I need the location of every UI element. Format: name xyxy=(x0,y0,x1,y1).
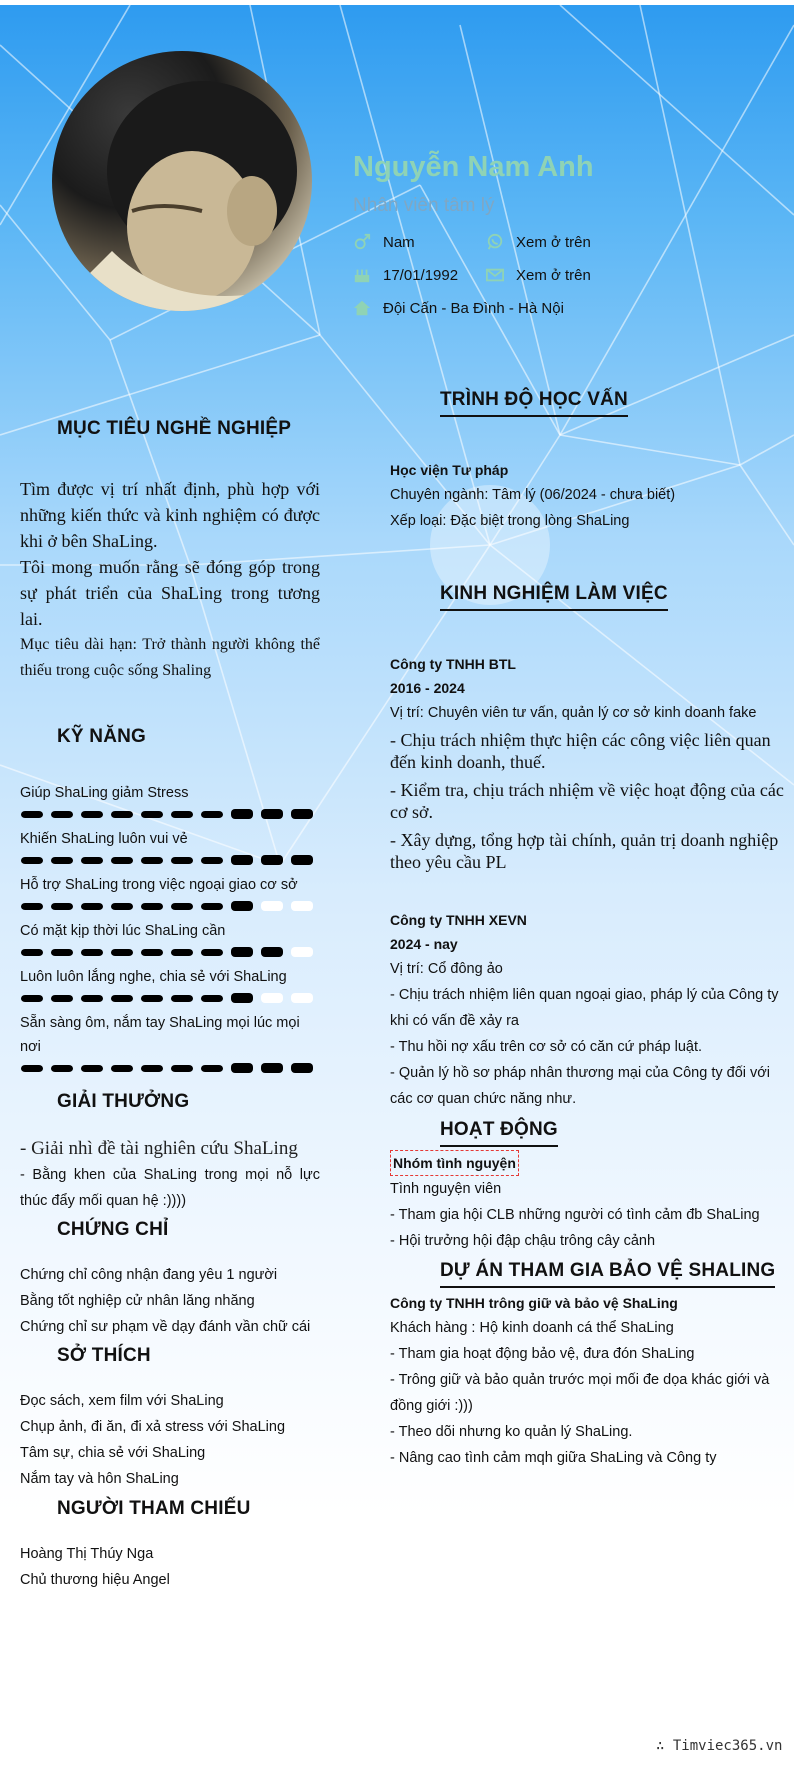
certificate-item: Chứng chỉ công nhận đang yêu 1 người xyxy=(20,1267,278,1283)
address-info xyxy=(353,299,564,317)
birthday-cake-icon xyxy=(353,266,371,284)
skill-item xyxy=(20,827,320,867)
skill-label: Khiến ShaLing luôn vui vẻ xyxy=(20,831,188,847)
activity-role: Tình nguyện viên xyxy=(390,1181,502,1197)
skill-level-segment xyxy=(291,1063,313,1073)
skill-level-segment xyxy=(141,903,163,910)
skill-level-segment xyxy=(81,995,103,1002)
skill-level-segment xyxy=(201,949,223,956)
project-desc: - Nâng cao tình cảm mqh giữa ShaLing và Công ty xyxy=(390,1450,717,1466)
skill-level-segment xyxy=(171,857,193,864)
reference-position: Chủ thương hiệu Angel xyxy=(20,1572,170,1588)
skill-level-segment xyxy=(261,947,283,957)
skill-level-bar xyxy=(20,991,322,1005)
references-content xyxy=(20,1541,320,1593)
skill-item xyxy=(20,919,320,959)
project-client: Khách hàng : Hộ kinh doanh cá thể ShaLing xyxy=(390,1320,674,1336)
home-icon xyxy=(353,299,371,317)
skill-level-segment xyxy=(291,993,313,1003)
skill-level-segment xyxy=(21,995,43,1002)
skill-level-segment xyxy=(261,1063,283,1073)
skill-level-segment xyxy=(201,1065,223,1072)
job-company: Công ty TNHH XEVN xyxy=(390,912,527,928)
skill-level-segment xyxy=(111,857,133,864)
hobbies-title: SỞ THÍCH xyxy=(57,1345,151,1366)
email-icon xyxy=(486,266,504,284)
skill-level-segment xyxy=(21,857,43,864)
education-content xyxy=(390,458,790,534)
activity-desc: - Tham gia hội CLB những người có tình cảm đb ShaLing xyxy=(390,1207,760,1223)
skill-level-bar xyxy=(20,945,322,959)
activities-title: HOẠT ĐỘNG xyxy=(440,1119,558,1147)
cv-page xyxy=(0,5,794,1783)
education-school: Học viện Tư pháp xyxy=(390,462,509,478)
avatar-portrait-icon xyxy=(52,51,312,311)
skill-level-segment xyxy=(261,855,283,865)
skill-level-segment xyxy=(111,903,133,910)
skill-level-segment xyxy=(171,811,193,818)
skill-level-bar xyxy=(20,807,322,821)
skill-level-segment xyxy=(141,995,163,1002)
skill-level-segment xyxy=(231,901,253,911)
skill-level-segment xyxy=(51,949,73,956)
certificates-list xyxy=(20,1262,340,1340)
skill-level-segment xyxy=(291,809,313,819)
skill-level-segment xyxy=(81,949,103,956)
objective-p1: Tìm được vị trí nhất định, phù hợp với những kiến thức và kinh nghiệm có được khi ở bên ShaLing. xyxy=(20,479,320,551)
certificate-item: Bằng tốt nghiệp cử nhân lăng nhăng xyxy=(20,1293,255,1309)
skill-level-segment xyxy=(141,949,163,956)
experience-title: KINH NGHIỆM LÀM VIỆC xyxy=(440,583,668,611)
skill-level-segment xyxy=(261,901,283,911)
awards-line1: - Giải nhì đề tài nghiên cứu ShaLing xyxy=(20,1138,298,1159)
phone-info xyxy=(486,233,591,251)
hobby-item: Chụp ảnh, đi ăn, đi xả stress với ShaLing xyxy=(20,1419,286,1435)
skill-label: Hỗ trợ ShaLing trong việc ngoại giao cơ sở xyxy=(20,877,298,893)
skill-label: Giúp ShaLing giảm Stress xyxy=(20,785,189,801)
skill-level-segment xyxy=(81,857,103,864)
job-desc: - Kiểm tra, chịu trách nhiệm về việc hoạt động của các cơ sở. xyxy=(390,780,784,822)
certificates-title: CHỨNG CHỈ xyxy=(57,1219,169,1240)
skill-level-segment xyxy=(141,811,163,818)
email-value[interactable]: Xem ở trên xyxy=(516,266,591,284)
experience-job-1 xyxy=(390,652,790,879)
profile-job-title: Nhân viên tâm lý xyxy=(353,195,495,216)
avatar xyxy=(52,51,312,311)
awards-line2: - Bằng khen của ShaLing trong mọi nỗ lực thúc đẩy mối quan hệ :)))) xyxy=(20,1167,320,1209)
job-desc: - Chịu trách nhiệm liên quan ngoại giao, pháp lý của Công ty khi có vấn đề xảy ra xyxy=(390,987,779,1029)
skill-level-segment xyxy=(231,993,253,1003)
skill-level-segment xyxy=(21,903,43,910)
skill-level-segment xyxy=(201,811,223,818)
skill-level-segment xyxy=(171,903,193,910)
reference-name: Hoàng Thị Thúy Nga xyxy=(20,1546,154,1562)
skill-item xyxy=(20,965,320,1005)
phone-icon xyxy=(486,233,504,251)
objective-p3: Mục tiêu dài hạn: Trở thành người không thể thiếu trong cuộc sống Shaling xyxy=(20,636,320,679)
skill-level-segment xyxy=(171,1065,193,1072)
education-title: TRÌNH ĐỘ HỌC VẤN xyxy=(440,389,628,417)
job-desc: - Xây dựng, tổng hợp tài chính, quản trị doanh nghiệp theo yêu cầu PL xyxy=(390,830,779,872)
skill-level-segment xyxy=(51,903,73,910)
skill-item xyxy=(20,873,320,913)
project-desc: - Theo dõi nhưng ko quản lý ShaLing. xyxy=(390,1424,633,1440)
footer-brand[interactable]: ∴ Timviec365.vn xyxy=(656,1738,783,1754)
gender-icon xyxy=(353,233,371,251)
job-position: Vị trí: Cổ đông ảo xyxy=(390,961,503,977)
references-title: NGƯỜI THAM CHIẾU xyxy=(57,1498,251,1519)
skills-title: KỸ NĂNG xyxy=(57,726,147,747)
project-company: Công ty TNHH trông giữ và bảo vệ ShaLing xyxy=(390,1295,678,1311)
certificate-item: Chứng chỉ sư phạm về dạy đánh vần chữ cái xyxy=(20,1319,311,1335)
activities-content xyxy=(390,1150,790,1254)
gender-value: Nam xyxy=(383,233,415,251)
skill-level-segment xyxy=(81,1065,103,1072)
projects-content xyxy=(390,1291,790,1471)
skill-level-segment xyxy=(51,1065,73,1072)
skill-level-segment xyxy=(111,949,133,956)
job-period: 2016 - 2024 xyxy=(390,680,465,696)
skill-level-segment xyxy=(81,811,103,818)
email-info xyxy=(486,266,591,284)
project-desc: - Trông giữ và bảo quản trước mọi mối đe dọa khác giới và đồng giới :))) xyxy=(390,1372,770,1414)
objective-title: MỤC TIÊU NGHỀ NGHIỆP xyxy=(57,418,292,439)
activity-desc: - Hội trưởng hội đập chậu trông cây cảnh xyxy=(390,1233,656,1249)
skill-level-segment xyxy=(291,855,313,865)
skill-level-segment xyxy=(261,809,283,819)
skill-item xyxy=(20,781,320,821)
skill-level-segment xyxy=(231,809,253,819)
skill-label: Luôn luôn lắng nghe, chia sẻ với ShaLing xyxy=(20,969,287,985)
skill-level-bar xyxy=(20,853,322,867)
job-desc: - Chịu trách nhiệm thực hiện các công việc liên quan đến kinh doanh, thuế. xyxy=(390,730,771,772)
skill-level-segment xyxy=(201,995,223,1002)
skill-level-segment xyxy=(291,901,313,911)
skill-level-segment xyxy=(21,949,43,956)
skill-level-segment xyxy=(51,857,73,864)
skill-label: Sẵn sàng ôm, nắm tay ShaLing mọi lúc mọi nơi xyxy=(20,1015,300,1055)
skill-level-segment xyxy=(201,903,223,910)
education-grade: Xếp loại: Đặc biệt trong lòng ShaLing xyxy=(390,513,630,529)
skill-item xyxy=(20,1011,320,1075)
skill-level-bar xyxy=(20,1061,322,1075)
skill-level-segment xyxy=(261,993,283,1003)
activity-group[interactable]: Nhóm tình nguyện xyxy=(390,1150,519,1176)
job-desc: - Quản lý hồ sơ pháp nhân thương mại của Công ty đối với các cơ quan chức năng như. xyxy=(390,1065,770,1107)
skill-level-segment xyxy=(231,855,253,865)
objective-p2: Tôi mong muốn rằng sẽ đóng góp trong sự phát triển của ShaLing trong tương lai. xyxy=(20,557,320,629)
job-desc: - Thu hồi nợ xấu trên cơ sở có căn cứ pháp luật. xyxy=(390,1039,703,1055)
awards-title: GIẢI THƯỞNG xyxy=(57,1091,190,1112)
skill-level-segment xyxy=(171,949,193,956)
skill-level-segment xyxy=(51,811,73,818)
skill-level-segment xyxy=(291,947,313,957)
skill-level-segment xyxy=(21,1065,43,1072)
hobbies-list xyxy=(20,1388,320,1492)
skill-level-segment xyxy=(141,857,163,864)
skill-level-segment xyxy=(21,811,43,818)
skill-label: Có mặt kịp thời lúc ShaLing cần xyxy=(20,923,226,939)
skill-level-segment xyxy=(51,995,73,1002)
skill-level-segment xyxy=(111,1065,133,1072)
skill-level-segment xyxy=(201,857,223,864)
skill-level-segment xyxy=(231,947,253,957)
projects-title: DỰ ÁN THAM GIA BẢO VỆ SHALING xyxy=(440,1260,775,1288)
skill-level-segment xyxy=(81,903,103,910)
skill-level-bar xyxy=(20,899,322,913)
hobby-item: Nắm tay và hôn ShaLing xyxy=(20,1471,179,1487)
objective-content xyxy=(20,476,320,684)
phone-value[interactable]: Xem ở trên xyxy=(516,233,591,251)
birthday-info xyxy=(353,266,458,284)
skill-level-segment xyxy=(171,995,193,1002)
experience-job-2 xyxy=(390,908,790,1112)
skill-level-segment xyxy=(111,811,133,818)
birthday-value: 17/01/1992 xyxy=(383,266,459,284)
job-position: Vị trí: Chuyên viên tư vấn, quản lý cơ sở kinh doanh fake xyxy=(390,705,757,721)
gender-info xyxy=(353,233,415,251)
address-value: Đội Cấn - Ba Đình - Hà Nội xyxy=(383,299,564,317)
project-desc: - Tham gia hoạt động bảo vệ, đưa đón ShaLing xyxy=(390,1346,695,1362)
awards-content xyxy=(20,1136,320,1214)
hobby-item: Đọc sách, xem film với ShaLing xyxy=(20,1393,224,1409)
job-period: 2024 - nay xyxy=(390,936,458,952)
profile-name: Nguyễn Nam Anh xyxy=(353,151,594,183)
hobby-item: Tâm sự, chia sẻ với ShaLing xyxy=(20,1445,206,1461)
education-major: Chuyên ngành: Tâm lý (06/2024 - chưa biết) xyxy=(390,487,676,503)
skill-level-segment xyxy=(111,995,133,1002)
job-company: Công ty TNHH BTL xyxy=(390,656,516,672)
skill-level-segment xyxy=(231,1063,253,1073)
skill-level-segment xyxy=(141,1065,163,1072)
